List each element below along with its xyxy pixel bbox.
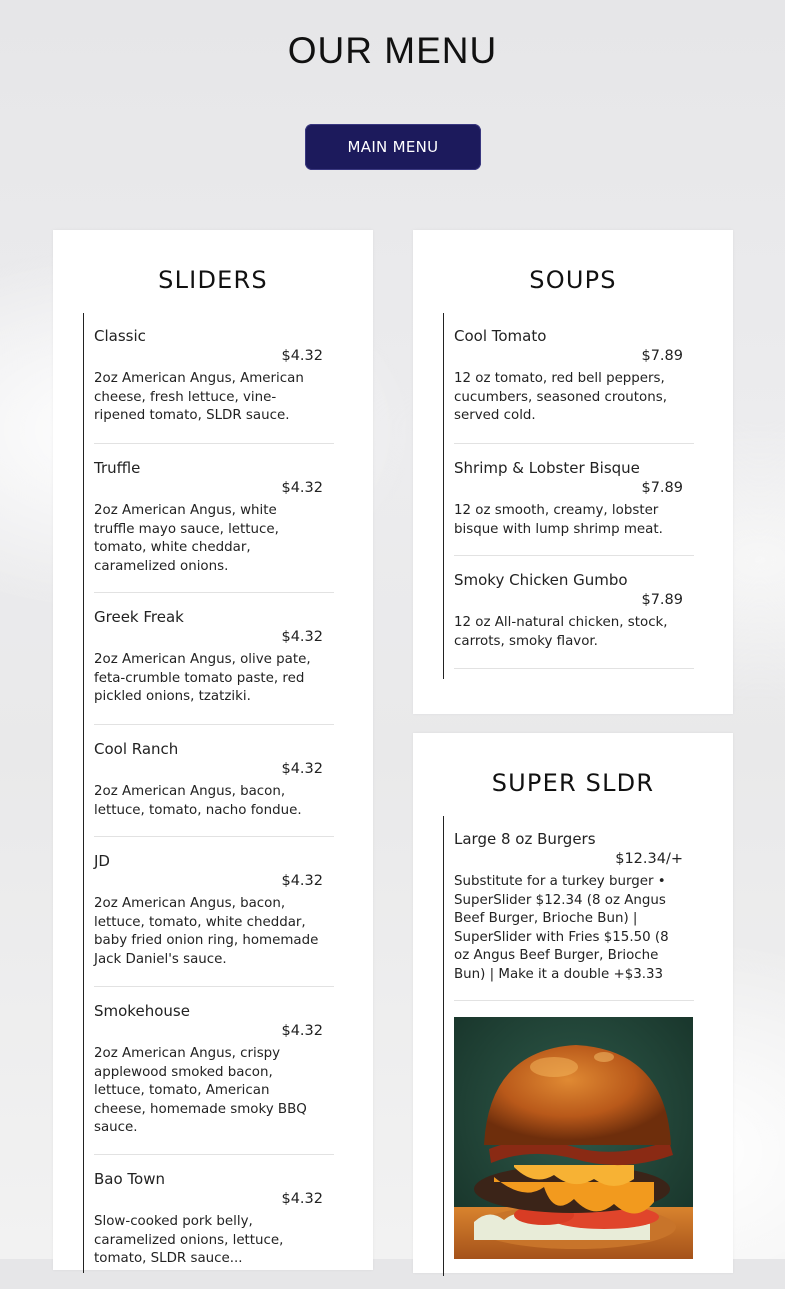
menu-item[interactable] bbox=[94, 313, 334, 444]
main-menu-button[interactable]: MAIN MENU bbox=[305, 124, 481, 170]
sliders-list bbox=[83, 313, 334, 1273]
menu-item[interactable] bbox=[454, 313, 694, 444]
menu-item[interactable] bbox=[94, 837, 334, 987]
item-name: Cool Tomato bbox=[454, 327, 547, 345]
item-description: 2oz American Angus, bacon, lettuce, tomato, nacho fondue. bbox=[94, 784, 302, 818]
item-price: $4.32 bbox=[281, 480, 323, 496]
item-description: 2oz American Angus, olive pate, feta-crumble tomato paste, red pickled onions, tzatziki. bbox=[94, 652, 311, 705]
item-price: $4.32 bbox=[281, 1191, 323, 1207]
item-description: 12 oz All-natural chicken, stock, carrots, smoky flavor. bbox=[454, 615, 668, 649]
page-title: OUR MENU bbox=[287, 30, 498, 71]
item-price: $7.89 bbox=[641, 592, 683, 608]
soups-card bbox=[413, 230, 733, 714]
item-price: $4.32 bbox=[281, 761, 323, 777]
item-description: Substitute for a turkey burger • SuperSlider $12.34 (8 oz Angus Beef Burger, Brioche Bun) | SuperSlider with Fries $15.50 (8 oz Angus Beef Burger, Brioche Bun) | Make it a double +$3.33 bbox=[454, 874, 669, 982]
menu-item[interactable] bbox=[94, 1155, 334, 1289]
item-description: 2oz American Angus, American cheese, fresh lettuce, vine-ripened tomato, SLDR sauce. bbox=[94, 371, 304, 424]
menu-item[interactable] bbox=[94, 444, 334, 593]
item-price: $4.32 bbox=[281, 348, 323, 364]
burger-photo bbox=[454, 1017, 693, 1259]
item-price: $7.89 bbox=[641, 348, 683, 364]
item-name: Greek Freak bbox=[94, 608, 184, 626]
sliders-title: SLIDERS bbox=[158, 266, 268, 294]
soups-list bbox=[443, 313, 694, 679]
menu-item[interactable] bbox=[454, 444, 694, 556]
item-name: JD bbox=[94, 852, 110, 870]
super-sldr-card bbox=[413, 733, 733, 1273]
menu-item[interactable] bbox=[454, 556, 694, 669]
item-price: $12.34/+ bbox=[615, 851, 683, 867]
item-description: 2oz American Angus, crispy applewood smoked bacon, lettuce, tomato, American cheese, homemade smoky BBQ sauce. bbox=[94, 1046, 307, 1136]
item-name: Truffle bbox=[94, 459, 141, 477]
super-sldr-title: SUPER SLDR bbox=[491, 769, 655, 797]
item-description: 2oz American Angus, bacon, lettuce, tomato, white cheddar, baby fried onion ring, homemade Jack Daniel's sauce. bbox=[94, 896, 319, 967]
item-name: Shrimp & Lobster Bisque bbox=[454, 459, 640, 477]
menu-item[interactable] bbox=[94, 725, 334, 837]
item-description: 2oz American Angus, white truffle mayo sauce, lettuce, tomato, white cheddar, caramelized onions. bbox=[94, 503, 279, 574]
item-name: Smoky Chicken Gumbo bbox=[454, 571, 628, 589]
menu-item[interactable] bbox=[454, 816, 694, 1001]
item-description: Slow-cooked pork belly, caramelized onions, lettuce, tomato, SLDR sauce... bbox=[94, 1214, 284, 1267]
item-description: 12 oz smooth, creamy, lobster bisque with lump shrimp meat. bbox=[454, 503, 663, 537]
item-price: $4.32 bbox=[281, 873, 323, 889]
item-name: Large 8 oz Burgers bbox=[454, 830, 596, 848]
item-name: Bao Town bbox=[94, 1170, 165, 1188]
item-name: Smokehouse bbox=[94, 1002, 190, 1020]
item-description: 12 oz tomato, red bell peppers, cucumbers, seasoned croutons, served cold. bbox=[454, 371, 667, 424]
menu-item[interactable] bbox=[94, 593, 334, 725]
item-name: Classic bbox=[94, 327, 146, 345]
item-price: $7.89 bbox=[641, 480, 683, 496]
item-price: $4.32 bbox=[281, 629, 323, 645]
menu-item[interactable] bbox=[94, 987, 334, 1155]
item-name: Cool Ranch bbox=[94, 740, 179, 758]
item-price: $4.32 bbox=[281, 1023, 323, 1039]
soups-title: SOUPS bbox=[529, 266, 617, 294]
sliders-card bbox=[53, 230, 373, 1270]
